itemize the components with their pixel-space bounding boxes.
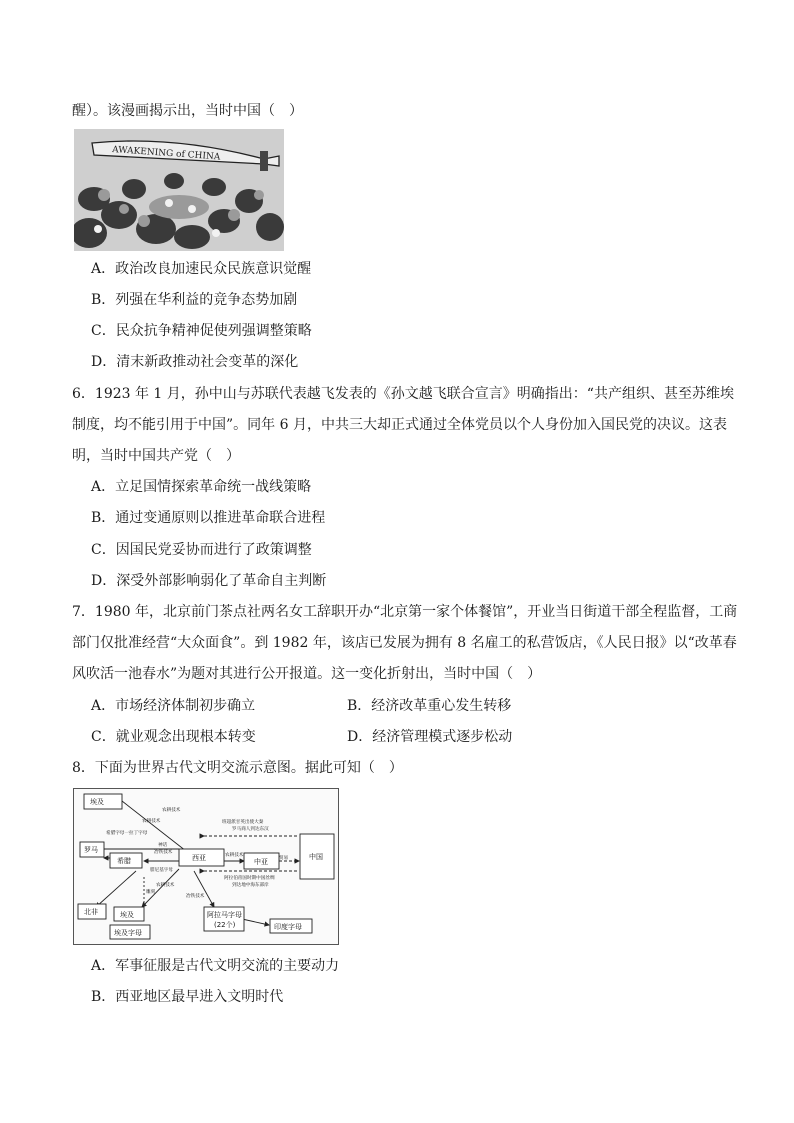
q7-option-d[interactable]: D．经济管理模式逐步松动 xyxy=(347,729,513,745)
edge-iron-1: 冶铁技术 xyxy=(186,894,205,899)
exchange-diagram-svg xyxy=(74,789,338,944)
q5-option-d[interactable]: D．清末新政推动社会变革的深化 xyxy=(91,354,299,370)
edge-agri-tech-3: 农耕技术 xyxy=(225,853,244,858)
node-egypt-script: 埃及字母 xyxy=(114,929,142,937)
node-central-asia: 中亚 xyxy=(254,858,268,866)
edge-arabs: 到达地中海东部岸 xyxy=(232,883,269,888)
edge-phoenician: 腓尼基字母 xyxy=(150,868,173,873)
cartoon-caption: AWAKENING of CHINA xyxy=(111,145,221,163)
q8-option-a[interactable]: A．军事征服是古代文明交流的主要动力 xyxy=(91,958,340,974)
q6-option-b[interactable]: B．通过变通原则以推进革命联合进程 xyxy=(91,510,326,526)
edge-roman-merchant: 罗马商人到达东汉 xyxy=(232,827,269,832)
edge-alphabet-2: 冶铁技术 xyxy=(154,850,173,855)
q6-stem-line-1: 6．1923 年 1 月，孙中山与苏联代表越飞发表的《孙文越飞联合宣言》明确指出：“共产组织、甚至苏维埃 xyxy=(72,386,734,402)
node-aramaic-count: (22个) xyxy=(214,921,236,929)
q6-stem-line-3: 明，当时中国共产党（ ） xyxy=(72,448,240,464)
q8-option-b[interactable]: B．西亚地区最早进入文明时代 xyxy=(91,989,284,1005)
node-egypt-top: 埃及 xyxy=(90,798,104,806)
edge-alphabet-1: 神话 xyxy=(158,843,168,848)
q5-stem-tail: 醒）。该漫画揭示出，当时中国（ ） xyxy=(72,103,303,119)
cartoon-image xyxy=(74,129,284,251)
node-aramaic: 阿拉马字母 xyxy=(207,911,242,919)
q6-option-c[interactable]: C．因国民党妥协而进行了政策调整 xyxy=(91,542,312,558)
q7-option-c[interactable]: C．就业观念出现根本转变 xyxy=(91,729,256,745)
q7-stem-line-3: 风吹活一池春水”为题对其进行公开报道。这一变化折射出，当时中国（ ） xyxy=(72,666,542,682)
civilization-exchange-diagram xyxy=(73,788,339,945)
q5-option-c[interactable]: C．民众抗争精神促使列强调整策略 xyxy=(91,323,312,339)
q5-option-a[interactable]: A．政治改良加速民众民族意识觉醒 xyxy=(91,261,312,277)
q6-stem-line-2: 制度，均不能引用于中国”。同年 6 月，中共三大却正式通过全体党员以个人身份加入国民党的决议。这表 xyxy=(72,417,727,433)
edge-agri-tech-1: 农耕技术 xyxy=(162,808,181,813)
edge-greek-letters: 希腊字母一拉丁字母 xyxy=(106,831,148,836)
node-rome: 罗马 xyxy=(84,846,98,854)
q7-option-a[interactable]: A．市场经济体制初步确立 xyxy=(91,698,256,714)
q7-option-b[interactable]: B．经济改革重心发生转移 xyxy=(347,698,512,714)
cartoon-illustration-icon xyxy=(74,129,284,251)
edge-agri-tech-4: 农耕技术 xyxy=(156,883,175,888)
node-west-asia: 西亚 xyxy=(192,854,206,862)
q5-option-b[interactable]: B．列强在华利益的竞争态势加剧 xyxy=(91,292,298,308)
q6-option-a[interactable]: A．立足国情探索革命统一战线策略 xyxy=(91,479,312,495)
q7-stem-line-1: 7．1980 年，北京前门茶点社两名女工辞职开办“北京第一家个体餐馆”，开业当日街道干部全程监督，工商 xyxy=(72,604,738,620)
q7-stem-line-2: 部门仅批准经营“大众面食”。到 1982 年，该店已发展为拥有 8 名雇工的私营饭店，《人民日报》以“改革春 xyxy=(72,635,737,651)
edge-agri-tech-2: 农耕技术 xyxy=(142,819,161,824)
q6-option-d[interactable]: D．深受外部影响弱化了革命自主判断 xyxy=(91,573,327,589)
node-china: 中国 xyxy=(309,853,323,861)
node-greece: 希腊 xyxy=(117,857,131,865)
edge-ambassador: 班超派甘英出使大秦 xyxy=(222,820,264,825)
node-egypt-bottom: 埃及 xyxy=(120,911,134,919)
node-north-africa: 北非 xyxy=(84,908,98,916)
edge-mummy: 雕刻 xyxy=(146,890,156,895)
q8-stem: 8．下面为世界古代文明交流示意图。据此可知（ ） xyxy=(72,760,403,776)
node-indian-script: 印度字母 xyxy=(274,923,302,931)
edge-silk-west: 贸易 xyxy=(279,856,289,861)
edge-bedouin: 阿拉伯帝国时期中国丝绸 xyxy=(224,876,275,881)
